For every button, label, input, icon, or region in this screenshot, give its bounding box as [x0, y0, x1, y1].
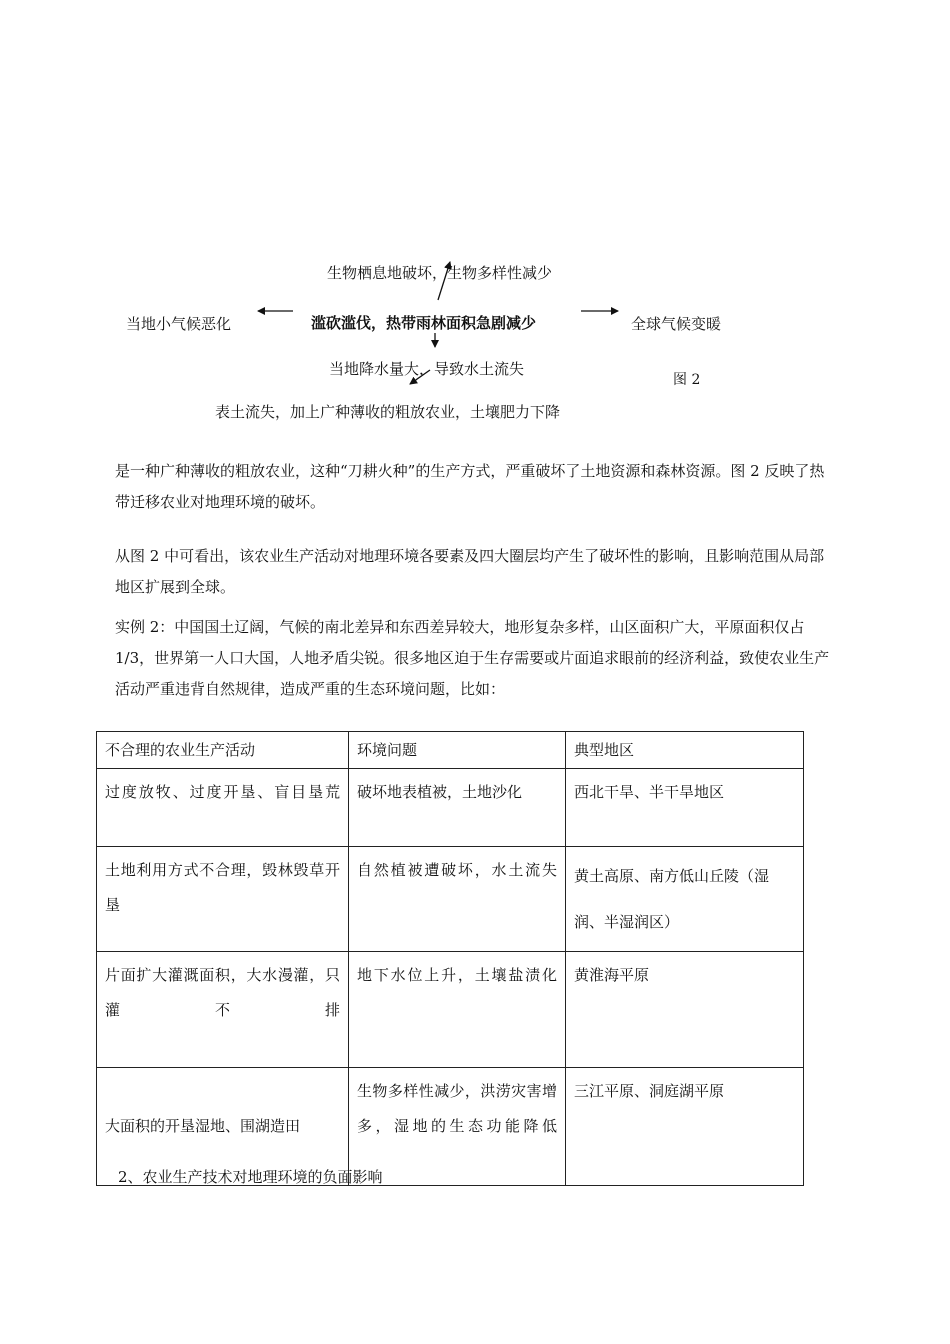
table-cell: 土地利用方式不合理，毁林毁草开垦 [97, 847, 349, 952]
table-cell: 黄淮海平原 [566, 952, 804, 1068]
figure-label: 图 2 [673, 372, 701, 388]
section-heading: 2、农业生产技术对地理环境的负面影响 [118, 1168, 383, 1186]
table-cell: 三江平原、洞庭湖平原 [566, 1068, 804, 1186]
table-header-cell: 典型地区 [566, 732, 804, 769]
paragraph-2: 从图 2 中可看出，该农业生产活动对地理环境各要素及四大圈层均产生了破坏性的影响，且影响范围从局部地区扩展到全球。 [115, 547, 825, 596]
table-cell: 大面积的开垦湿地、围湖造田 [97, 1068, 349, 1186]
table-cell: 西北干旱、半干旱地区 [566, 769, 804, 847]
arrow-to-top [438, 262, 450, 300]
diagram-node-center: 滥砍滥伐，热带雨林面积急剧减少 [311, 314, 537, 332]
diagram-node-bottom2: 表土流失，加上广种薄收的粗放农业，土壤肥力下降 [215, 403, 561, 421]
table-row [97, 847, 804, 952]
table-cell: 黄土高原、南方低山丘陵（湿润、半湿润区） [566, 847, 804, 952]
arrow-to-bottom2 [410, 370, 430, 384]
agriculture-table [96, 731, 804, 1186]
table-row [97, 952, 804, 1068]
table-cell: 地下水位上升，土壤盐渍化 [349, 952, 566, 1068]
table-header-row [97, 732, 804, 769]
table-header-cell: 不合理的农业生产活动 [97, 732, 349, 769]
diagram-node-right: 全球气候变暖 [631, 315, 722, 333]
diagram-node-left: 当地小气候恶化 [126, 315, 232, 333]
paragraph-1: 是一种广种薄收的粗放农业，这种“刀耕火种”的生产方式，严重破坏了土地资源和森林资源。图 2 反映了热带迁移农业对地理环境的破坏。 [115, 462, 825, 511]
diagram-arrows [0, 0, 950, 460]
paragraph-3: 实例 2：中国国土辽阔，气候的南北差异和东西差异较大，地形复杂多样，山区面积广大，平原面积仅占 1/3，世界第一人口大国，人地矛盾尖锐。很多地区迫于生存需要或片面追求眼前的经济利益，致使农业生产活动严重违背自然规律，造成严重的生态环境问题，比如： [115, 618, 830, 698]
table-cell: 生物多样性减少，洪涝灾害增多，湿地的生态功能降低 [349, 1068, 566, 1186]
table-cell: 自然植被遭破坏，水土流失 [349, 847, 566, 952]
table-cell: 片面扩大灌溉面积，大水漫灌，只灌不排 [97, 952, 349, 1068]
table-row [97, 769, 804, 847]
table-cell: 过度放牧、过度开垦、盲目垦荒 [97, 769, 349, 847]
table-cell: 破坏地表植被，土地沙化 [349, 769, 566, 847]
diagram-node-bottom: 当地降水量大，导致水土流失 [329, 360, 525, 378]
table-header-cell: 环境问题 [349, 732, 566, 769]
diagram-node-top: 生物栖息地破坏，生物多样性减少 [327, 264, 553, 282]
